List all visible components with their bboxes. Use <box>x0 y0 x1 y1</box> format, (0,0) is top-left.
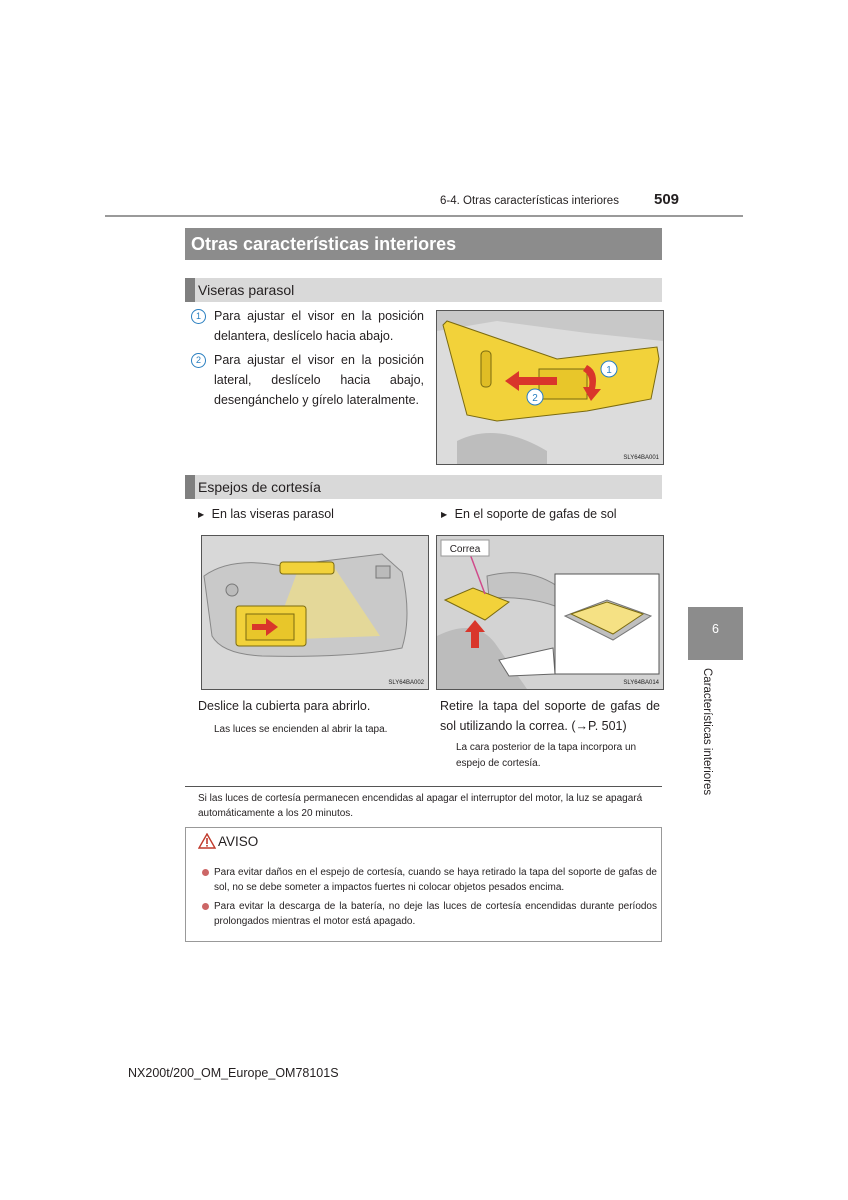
bullet-dot-icon <box>202 903 209 910</box>
mirrors-heading: Espejos de cortesía <box>185 475 662 499</box>
step-text-1: Para ajustar el visor en la posición delantera, deslícelo hacia abajo. <box>214 309 424 343</box>
step-number-1: 1 <box>191 309 206 324</box>
triangle-bullet-icon: ▶ <box>198 510 205 519</box>
figure-marker-2: 2 <box>532 393 538 404</box>
strap-label: Correa <box>449 544 481 555</box>
visors-heading: Viseras parasol <box>185 278 662 302</box>
header-section-title: 6-4. Otras características interiores <box>440 195 619 207</box>
warning-title: AVISO <box>218 834 259 849</box>
figure-code: SLY64BA001 <box>623 455 659 461</box>
bullet-label: En las viseras parasol <box>211 507 334 521</box>
triangle-bullet-icon: ▶ <box>441 510 448 519</box>
step-number-2: 2 <box>191 353 206 368</box>
bullet-label: En el soporte de gafas de sol <box>454 507 617 521</box>
page-title: Otras características interiores <box>185 228 662 260</box>
figure-code: SLY64BA002 <box>388 680 424 686</box>
header-rule <box>105 215 743 217</box>
bullet-dot-icon <box>202 869 209 876</box>
sun-visor-figure <box>436 310 664 465</box>
section-rule <box>185 786 662 787</box>
warning-item <box>202 899 657 929</box>
chapter-name: Características interiores <box>701 668 713 796</box>
warning-item <box>202 865 657 895</box>
page-number: 509 <box>654 191 680 208</box>
figure-marker-1: 1 <box>606 365 612 376</box>
bullet-sun-visors <box>198 507 334 521</box>
chapter-tab: 6 <box>688 607 743 660</box>
warning-box <box>185 827 662 942</box>
bullet-sunglasses-holder <box>441 507 617 521</box>
right-caption: Retire la tapa del soporte de gafas de sol utilizando la correa. (→P. 501) <box>440 699 660 733</box>
sunglasses-holder-figure <box>436 535 664 690</box>
warning-heading <box>198 833 258 849</box>
warning-triangle-icon <box>198 833 216 849</box>
warning-item-text: Para evitar daños en el espejo de cortesía, cuando se haya retirado la tapa del soporte de gafas de sol, no se debe someter a impactos fuertes ni colocar objetos pesados encima. <box>214 867 657 893</box>
footer-code: NX200t/200_OM_Europe_OM78101S <box>128 1066 339 1080</box>
left-caption: Deslice la cubierta para abrirlo. <box>198 699 371 713</box>
figure-code: SLY64BA014 <box>623 680 659 686</box>
vanity-mirror-figure <box>201 535 429 690</box>
info-text: Si las luces de cortesía permanecen encendidas al apagar el interruptor del motor, la luz se apagará automáticamente a los 20 minutos. <box>198 793 643 819</box>
left-note: Las luces se encienden al abrir la tapa. <box>214 724 388 735</box>
sunglasses-holder-illustration <box>437 536 663 689</box>
step-text-2: Para ajustar el visor en la posición lateral, deslícelo hacia abajo, desengánchelo y gírelo lateralmente. <box>214 353 424 407</box>
visor-step-1 <box>191 306 424 346</box>
warning-item-text: Para evitar la descarga de la batería, no deje las luces de cortesía encendidas durante períodos prolongados mientras el motor está apagado. <box>214 901 657 927</box>
right-note: La cara posterior de la tapa incorpora un espejo de cortesía. <box>456 742 637 769</box>
vanity-mirror-illustration <box>202 536 428 689</box>
sun-visor-illustration <box>437 311 663 464</box>
visor-step-2 <box>191 350 424 410</box>
